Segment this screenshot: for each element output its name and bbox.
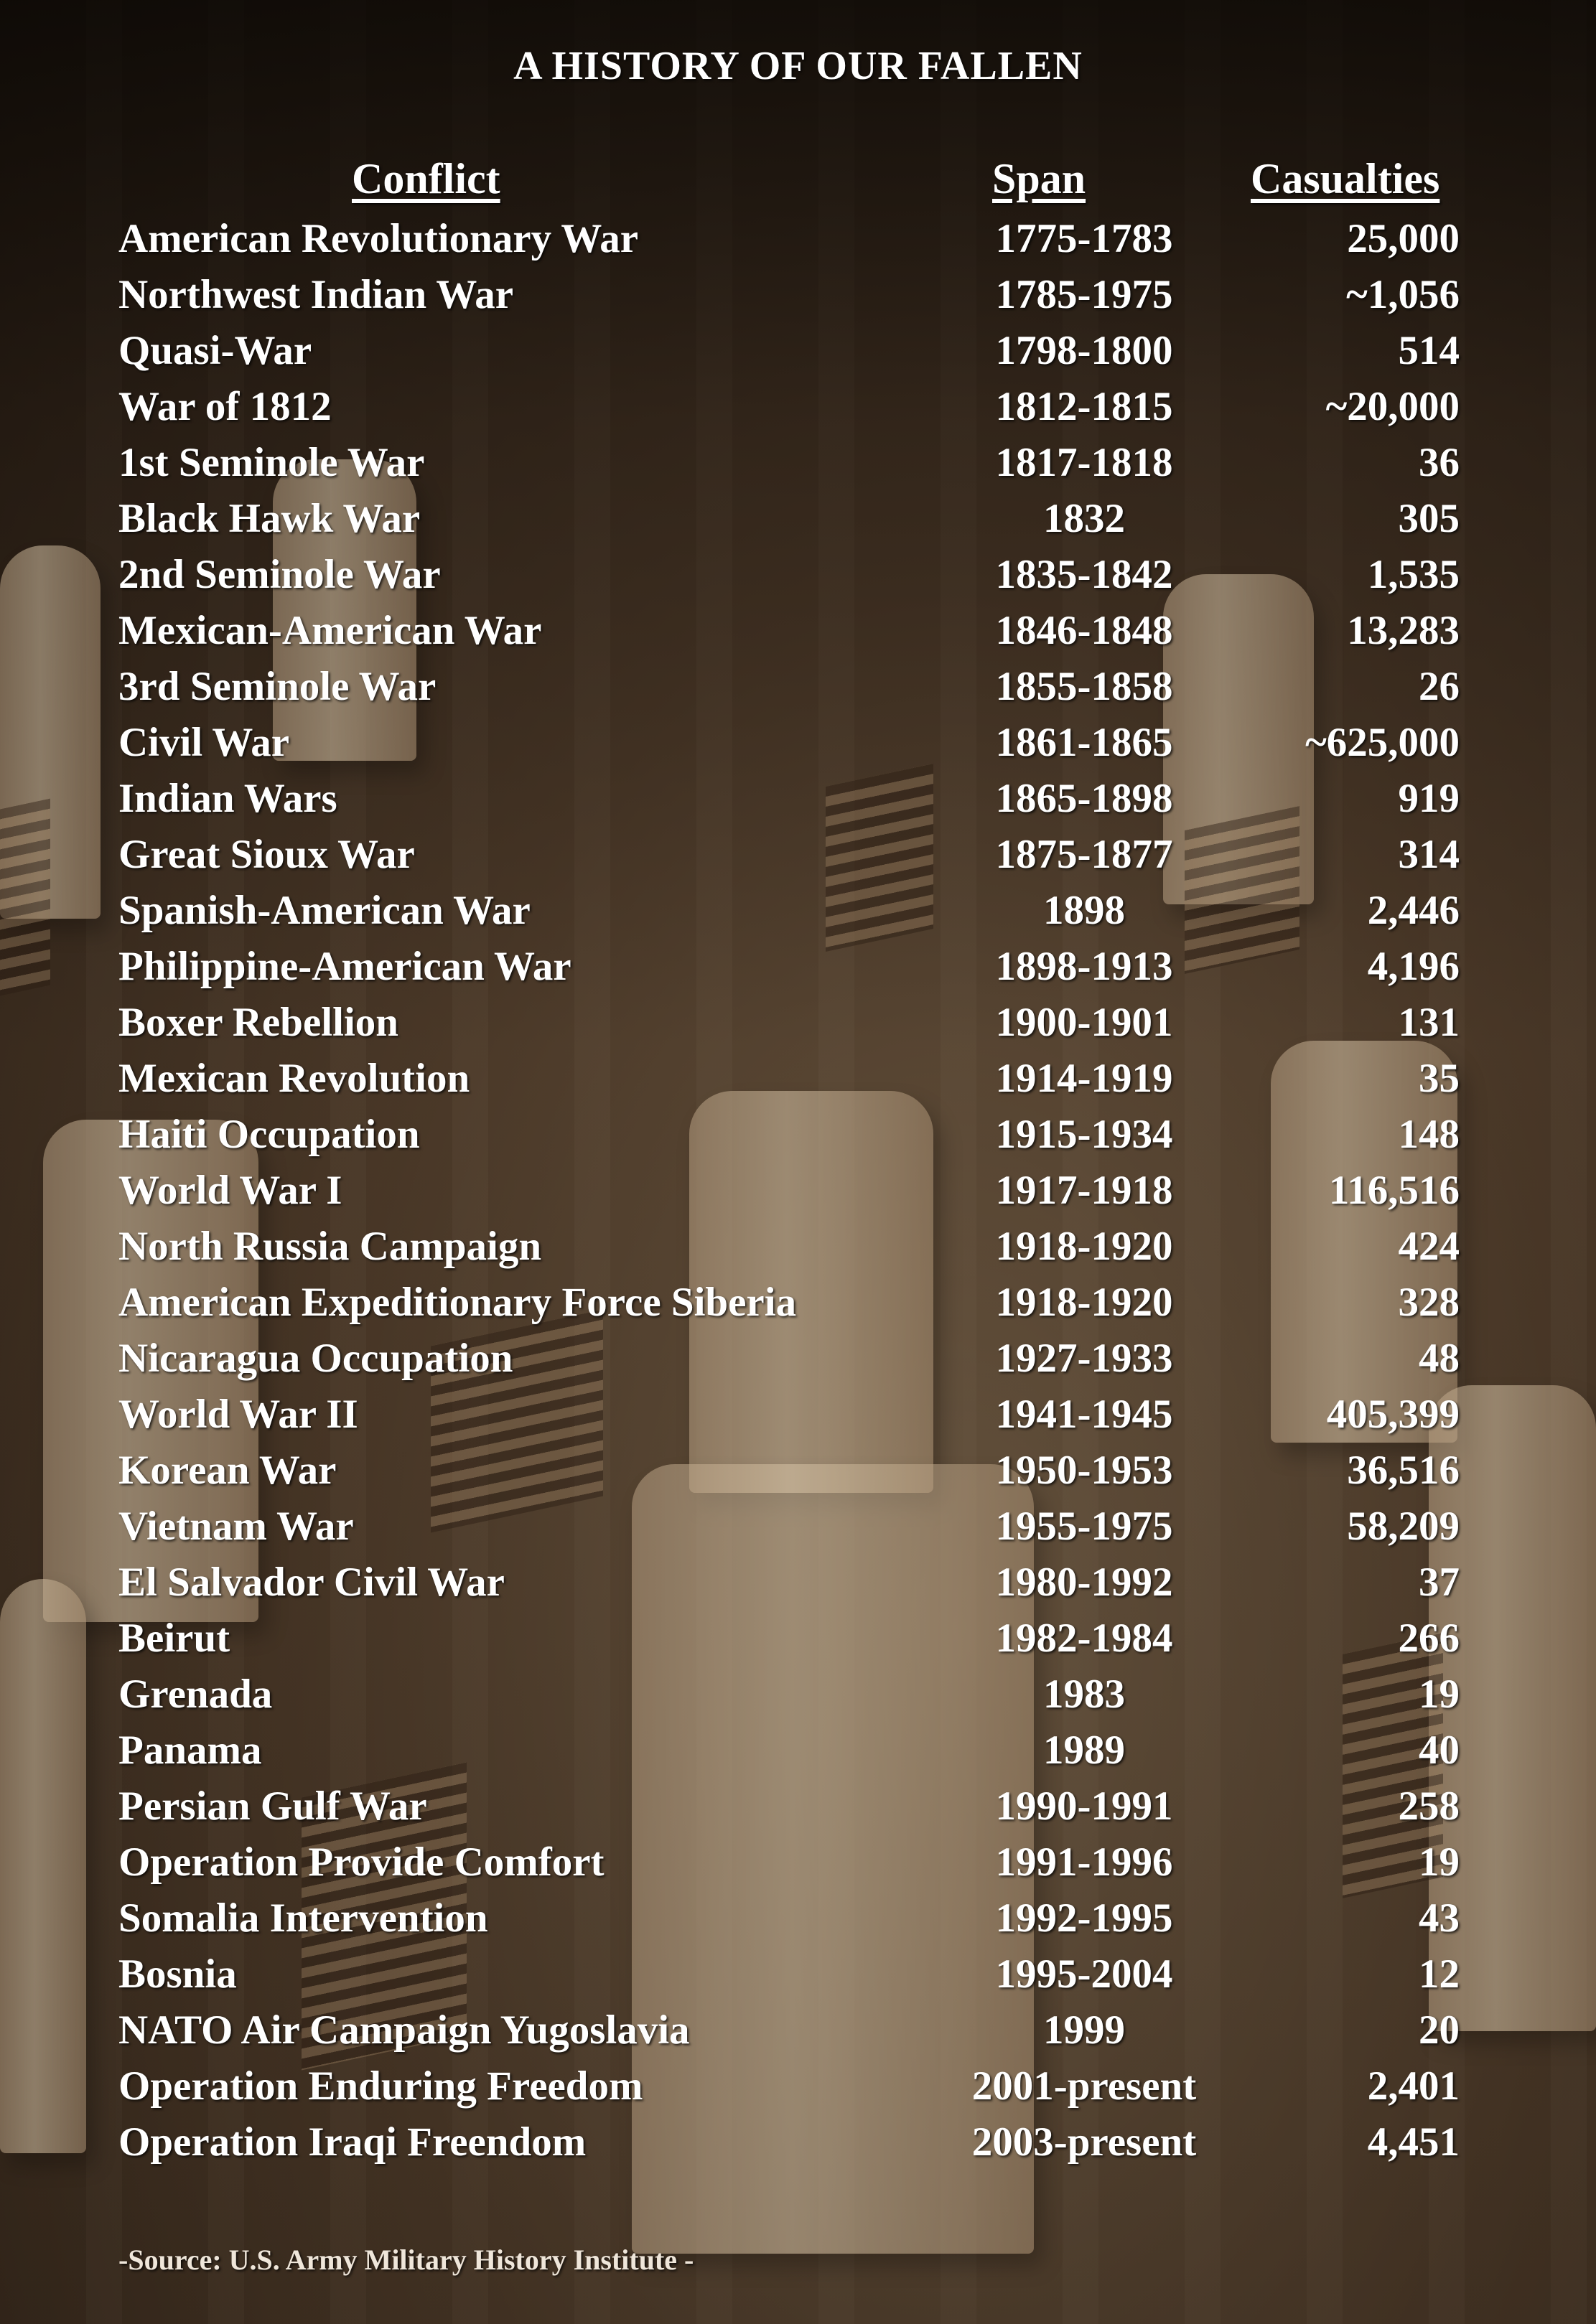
conflict-span: 1775-1783 (995, 216, 1173, 261)
conflict-casualties: 43 (1419, 1896, 1460, 1941)
conflict-casualties: 13,283 (1347, 608, 1460, 653)
conflict-name: Quasi-War (118, 328, 312, 373)
conflict-span: 1835-1842 (995, 552, 1173, 597)
conflict-name: Persian Gulf War (118, 1784, 427, 1829)
conflict-span: 1914-1919 (995, 1056, 1173, 1101)
conflict-span: 1950-1953 (995, 1448, 1173, 1493)
conflict-name: Civil War (118, 720, 290, 765)
conflict-name: 3rd Seminole War (118, 664, 437, 709)
conflict-name: Bosnia (118, 1951, 237, 1997)
conflict-casualties: 4,451 (1367, 2119, 1460, 2165)
table-row (0, 1219, 1596, 1275)
table-row (0, 1499, 1596, 1555)
conflict-casualties: 258 (1398, 1784, 1460, 1829)
conflict-name: Indian Wars (118, 776, 337, 821)
conflict-casualties: 2,401 (1367, 2063, 1460, 2109)
conflict-span: 1983 (1043, 1672, 1125, 1717)
conflict-casualties: 35 (1419, 1056, 1460, 1101)
conflict-name: Nicaragua Occupation (118, 1336, 513, 1381)
conflict-casualties: 1,535 (1367, 552, 1460, 597)
table-row (0, 2058, 1596, 2114)
table-row (0, 1779, 1596, 1835)
conflict-span: 1798-1800 (995, 328, 1173, 373)
table-row (0, 211, 1596, 267)
conflict-span: 1927-1933 (995, 1336, 1173, 1381)
table-row (0, 659, 1596, 715)
table-row (0, 883, 1596, 939)
conflict-name: Great Sioux War (118, 832, 415, 877)
conflict-name: Mexican Revolution (118, 1056, 470, 1101)
table-row (0, 771, 1596, 827)
conflict-span: 1900-1901 (995, 1000, 1173, 1045)
conflict-name: Spanish-American War (118, 888, 531, 933)
conflict-span: 1918-1920 (995, 1224, 1173, 1269)
conflict-name: Vietnam War (118, 1504, 354, 1549)
conflict-span: 1898-1913 (995, 944, 1173, 989)
conflict-casualties: 314 (1398, 832, 1460, 877)
conflict-span: 1898 (1043, 888, 1125, 933)
conflict-span: 1846-1848 (995, 608, 1173, 653)
conflict-name: Northwest Indian War (118, 272, 514, 317)
table-row (0, 939, 1596, 995)
table-row (0, 547, 1596, 603)
table-row (0, 2114, 1596, 2170)
table-row (0, 1051, 1596, 1107)
conflict-span: 1875-1877 (995, 832, 1173, 877)
conflict-name: Beirut (118, 1616, 230, 1661)
table-row (0, 267, 1596, 323)
table-header (0, 154, 1596, 205)
conflict-span: 1995-2004 (995, 1951, 1173, 1997)
conflict-name: Philippine-American War (118, 944, 571, 989)
conflict-span: 2001-present (971, 2063, 1197, 2109)
header-span: Span (992, 155, 1086, 202)
table-row (0, 323, 1596, 379)
conflict-name: Operation Iraqi Freendom (118, 2119, 587, 2165)
table-row (0, 1275, 1596, 1331)
header-conflict: Conflict (352, 155, 500, 202)
conflict-span: 1990-1991 (995, 1784, 1173, 1829)
conflict-span: 1817-1818 (995, 440, 1173, 485)
conflict-casualties: 919 (1398, 776, 1460, 821)
conflict-casualties: 20 (1419, 2007, 1460, 2053)
conflict-name: World War II (118, 1392, 358, 1437)
conflict-name: American Revolutionary War (118, 216, 639, 261)
conflict-name: Haiti Occupation (118, 1112, 420, 1157)
conflict-span: 1982-1984 (995, 1616, 1173, 1661)
conflict-name: 2nd Seminole War (118, 552, 441, 597)
conflict-casualties: 25,000 (1347, 216, 1460, 261)
conflict-span: 1991-1996 (995, 1840, 1173, 1885)
conflict-span: 1865-1898 (995, 776, 1173, 821)
conflict-span: 1812-1815 (995, 384, 1173, 429)
conflict-span: 1989 (1043, 1728, 1125, 1773)
conflict-span: 1785-1975 (995, 272, 1173, 317)
table-row (0, 827, 1596, 883)
conflict-span: 1917-1918 (995, 1168, 1173, 1213)
conflict-name: Black Hawk War (118, 496, 421, 541)
conflict-name: Boxer Rebellion (118, 1000, 399, 1045)
table-row (0, 1107, 1596, 1163)
conflict-casualties: 131 (1398, 1000, 1460, 1045)
conflict-casualties: ~20,000 (1325, 384, 1460, 429)
conflict-name: Grenada (118, 1672, 273, 1717)
table-row (0, 2002, 1596, 2058)
conflict-casualties: 328 (1398, 1280, 1460, 1325)
table-row (0, 435, 1596, 491)
conflict-span: 1855-1858 (995, 664, 1173, 709)
conflict-name: Somalia Intervention (118, 1896, 488, 1941)
conflict-span: 1918-1920 (995, 1280, 1173, 1325)
conflict-casualties: 148 (1398, 1112, 1460, 1157)
conflict-name: World War I (118, 1168, 342, 1213)
conflict-span: 1915-1934 (995, 1112, 1173, 1157)
conflict-name: North Russia Campaign (118, 1224, 542, 1269)
conflict-casualties: 514 (1398, 328, 1460, 373)
conflict-name: Mexican-American War (118, 608, 542, 653)
conflict-casualties: 36 (1419, 440, 1460, 485)
conflict-span: 1955-1975 (995, 1504, 1173, 1549)
table-row (0, 603, 1596, 659)
conflict-span: 1861-1865 (995, 720, 1173, 765)
conflict-name: El Salvador Civil War (118, 1560, 505, 1605)
conflict-casualties: 4,196 (1367, 944, 1460, 989)
conflict-span: 1941-1945 (995, 1392, 1173, 1437)
conflict-span: 2003-present (971, 2119, 1197, 2165)
conflict-casualties: 58,209 (1347, 1504, 1460, 1549)
table-row (0, 1387, 1596, 1443)
table-row (0, 995, 1596, 1051)
table-row (0, 1555, 1596, 1611)
conflict-casualties: 37 (1419, 1560, 1460, 1605)
conflict-casualties: 405,399 (1326, 1392, 1460, 1437)
conflict-span: 1999 (1043, 2007, 1125, 2053)
source-note: -Source: U.S. Army Military History Institute - (118, 2244, 694, 2276)
table-row (0, 1443, 1596, 1499)
conflict-name: Operation Provide Comfort (118, 1840, 605, 1885)
table-row (0, 1611, 1596, 1667)
conflict-casualties: 19 (1419, 1840, 1460, 1885)
table-row (0, 715, 1596, 771)
table-row (0, 1835, 1596, 1890)
table-row (0, 379, 1596, 435)
conflict-span: 1832 (1043, 496, 1125, 541)
conflict-name: Korean War (118, 1448, 337, 1493)
conflict-name: American Expeditionary Force Siberia (118, 1280, 797, 1325)
conflict-casualties: 266 (1398, 1616, 1460, 1661)
conflict-name: Operation Enduring Freedom (118, 2063, 643, 2109)
conflict-name: NATO Air Campaign Yugoslavia (118, 2007, 690, 2053)
conflict-casualties: 48 (1419, 1336, 1460, 1381)
conflict-casualties: 40 (1419, 1728, 1460, 1773)
table-row (0, 1946, 1596, 2002)
conflict-casualties: ~1,056 (1346, 272, 1460, 317)
conflict-casualties: 424 (1398, 1224, 1460, 1269)
table-row (0, 1331, 1596, 1387)
table-body (0, 211, 1596, 2170)
conflict-casualties: ~625,000 (1305, 720, 1460, 765)
header-casualties: Casualties (1251, 155, 1440, 202)
conflict-casualties: 12 (1419, 1951, 1460, 1997)
table-row (0, 491, 1596, 547)
conflict-casualties: 19 (1419, 1672, 1460, 1717)
conflict-casualties: 2,446 (1367, 888, 1460, 933)
conflict-name: Panama (118, 1728, 262, 1773)
conflict-span: 1980-1992 (995, 1560, 1173, 1605)
table-row (0, 1890, 1596, 1946)
conflict-casualties: 36,516 (1347, 1448, 1460, 1493)
table-row (0, 1667, 1596, 1723)
conflict-casualties: 305 (1398, 496, 1460, 541)
table-row (0, 1163, 1596, 1219)
table-row (0, 1723, 1596, 1779)
conflict-span: 1992-1995 (995, 1896, 1173, 1941)
conflict-name: War of 1812 (118, 384, 332, 429)
conflict-name: 1st Seminole War (118, 440, 425, 485)
conflict-casualties: 116,516 (1328, 1168, 1460, 1213)
page-title: A HISTORY OF OUR FALLEN (513, 44, 1083, 88)
conflict-casualties: 26 (1419, 664, 1460, 709)
